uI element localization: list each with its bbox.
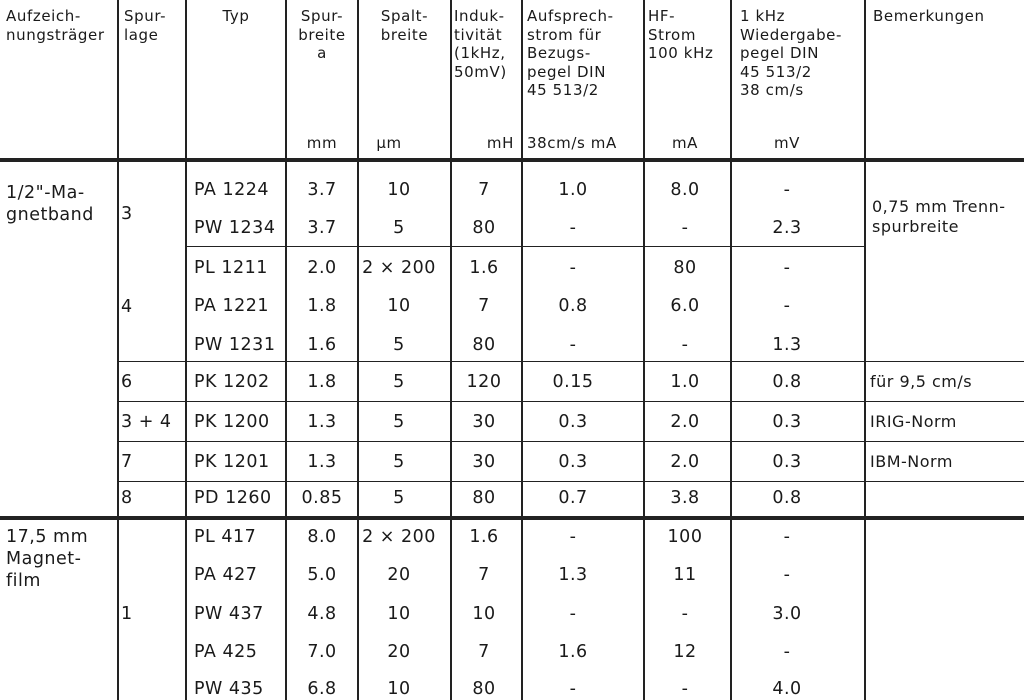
header-line: Spalt- — [380, 7, 429, 25]
unit-wiedergabe: mV — [773, 134, 801, 152]
cell-typ: PK 1200 — [194, 412, 270, 432]
header-spurbreite — [287, 7, 357, 63]
cell-aufsprech: 0.8 — [558, 296, 588, 316]
cell-hf: - — [681, 679, 689, 699]
cell-typ: PL 417 — [194, 527, 257, 547]
cell-hf: 12 — [673, 642, 697, 662]
header-spurlage — [124, 7, 166, 44]
header-line: 100 kHz — [648, 44, 714, 62]
cell-typ: PK 1201 — [194, 452, 270, 472]
cell-wieder: - — [783, 296, 791, 316]
header-spaltbreite — [359, 7, 450, 44]
cell-hf: 2.0 — [670, 452, 700, 472]
cell-typ: PL 1211 — [194, 258, 268, 278]
cell-spaltbreite: 5 — [393, 372, 405, 392]
header-wiedergabe — [740, 7, 842, 100]
cell-hf: 80 — [673, 258, 697, 278]
cell-spurbreite: 3.7 — [307, 180, 337, 200]
header-induktivitaet — [454, 7, 507, 81]
cell-aufsprech: - — [569, 218, 577, 238]
cell-aufsprech: 0.15 — [552, 372, 594, 392]
unit-aufsprech: 38cm/s mA — [527, 134, 617, 152]
spurlage-cell: 3 + 4 — [121, 412, 172, 432]
header-line: HF- — [648, 7, 676, 25]
header-traeger — [6, 7, 105, 44]
cell-typ: PA 427 — [194, 565, 258, 585]
cell-spaltbreite: 5 — [393, 335, 405, 355]
cell-spaltbreite: 5 — [393, 488, 405, 508]
cell-typ: PW 1234 — [194, 218, 276, 238]
cell-aufsprech: - — [569, 604, 577, 624]
cell-spurbreite: 5.0 — [307, 565, 337, 585]
header-line: Strom — [648, 25, 697, 44]
cell-ind: 7 — [478, 565, 490, 585]
header-line: Spur- — [124, 7, 167, 25]
traeger-line: 17,5 mm — [6, 527, 89, 547]
header-line: 45 513/2 — [527, 81, 599, 99]
header-line: Induk- — [454, 7, 505, 25]
cell-aufsprech: 1.3 — [558, 565, 588, 585]
cell-hf: 6.0 — [670, 296, 700, 316]
header-line: 50mV) — [454, 62, 507, 81]
header-line: nungsträger — [6, 25, 105, 44]
header-bemerkungen: Bemerkungen — [873, 7, 985, 25]
cell-aufsprech: 0.7 — [558, 488, 588, 508]
cell-spurbreite: 4.8 — [307, 604, 337, 624]
cell-wieder: 0.3 — [772, 452, 802, 472]
cell-typ: PA 425 — [194, 642, 258, 662]
spurlage-cell: 8 — [121, 488, 133, 508]
header-line: strom für — [527, 25, 602, 44]
cell-spurbreite: 1.6 — [307, 335, 337, 355]
cell-ind: 30 — [472, 412, 496, 432]
cell-spurbreite: 0.85 — [301, 488, 343, 508]
cell-hf: - — [681, 604, 689, 624]
remark-line: spurbreite — [872, 217, 959, 236]
cell-ind: 10 — [472, 604, 496, 624]
rule-h — [185, 246, 864, 247]
header-line: pegel DIN — [740, 44, 820, 62]
cell-ind: 1.6 — [469, 258, 499, 278]
remark-line: 0,75 mm Trenn- — [872, 197, 1006, 216]
traeger-magnetband — [6, 182, 94, 226]
cell-wieder: - — [783, 258, 791, 278]
cell-wieder: 2.3 — [772, 218, 802, 238]
header-line: 38 cm/s — [740, 81, 804, 99]
cell-aufsprech: 0.3 — [558, 452, 588, 472]
header-line: tivität — [454, 25, 503, 44]
rule-h — [117, 401, 1024, 402]
header-line: breite — [380, 25, 429, 44]
cell-aufsprech: - — [569, 258, 577, 278]
cell-wieder: 1.3 — [772, 335, 802, 355]
cell-wieder: - — [783, 180, 791, 200]
cell-typ: PA 1221 — [194, 296, 270, 316]
cell-spaltbreite: 5 — [393, 452, 405, 472]
cell-ind: 80 — [472, 488, 496, 508]
cell-aufsprech: - — [569, 679, 577, 699]
rule-v — [185, 0, 187, 700]
header-line: breite — [298, 25, 346, 44]
header-aufsprech — [527, 7, 614, 100]
cell-ind: 1.6 — [469, 527, 499, 547]
header-line: Spur- — [300, 7, 344, 25]
cell-wieder: 4.0 — [772, 679, 802, 699]
group-rule — [0, 516, 1024, 520]
cell-ind: 80 — [472, 679, 496, 699]
cell-hf: 8.0 — [670, 180, 700, 200]
header-typ: Typ — [222, 7, 250, 25]
traeger-line: film — [6, 571, 41, 591]
header-hf — [648, 7, 713, 63]
traeger-magnetfilm — [6, 526, 88, 592]
header-line: Wiedergabe- — [740, 25, 843, 44]
cell-spurbreite: 7.0 — [307, 642, 337, 662]
cell-hf: - — [681, 218, 689, 238]
cell-ind: 120 — [466, 372, 502, 392]
rule-v — [864, 0, 866, 700]
cell-spurbreite: 1.3 — [307, 452, 337, 472]
cell-aufsprech: 1.0 — [558, 180, 588, 200]
header-line: 1 kHz — [740, 7, 786, 25]
cell-aufsprech: 0.3 — [558, 412, 588, 432]
header-line: a — [317, 44, 327, 62]
cell-wieder: - — [783, 527, 791, 547]
cell-ind: 30 — [472, 452, 496, 472]
cell-hf: - — [681, 335, 689, 355]
header-rule — [0, 158, 1024, 162]
cell-spurbreite: 8.0 — [307, 527, 337, 547]
cell-ind: 80 — [472, 335, 496, 355]
cell-hf: 1.0 — [670, 372, 700, 392]
cell-typ: PW 437 — [194, 604, 264, 624]
cell-aufsprech: 1.6 — [558, 642, 588, 662]
unit-hf: mA — [671, 134, 699, 152]
traeger-line: gnetband — [6, 205, 94, 225]
header-line: lage — [124, 25, 159, 44]
spurlage-cell: 1 — [121, 604, 133, 624]
cell-spaltbreite: 10 — [387, 604, 411, 624]
header-line: pegel DIN — [527, 62, 607, 81]
spurlage-cell: 4 — [121, 297, 133, 317]
remark-7: IBM-Norm — [870, 452, 953, 471]
cell-spaltbreite: 5 — [393, 218, 405, 238]
rule-h — [117, 481, 1024, 482]
cell-spaltbreite: 5 — [393, 412, 405, 432]
remark-trennspur — [872, 197, 1006, 237]
unit-induktivitaet: mH — [486, 134, 514, 152]
cell-typ: PD 1260 — [194, 488, 272, 508]
traeger-line: 1/2"-Ma- — [6, 183, 85, 203]
cell-typ: PK 1202 — [194, 372, 270, 392]
remark-3-4: IRIG-Norm — [870, 412, 957, 431]
cell-aufsprech: - — [569, 335, 577, 355]
rule-h — [117, 441, 1024, 442]
cell-ind: 7 — [478, 180, 490, 200]
unit-spurbreite: mm — [306, 134, 338, 152]
cell-wieder: 0.3 — [772, 412, 802, 432]
cell-wieder: - — [783, 642, 791, 662]
cell-typ: PW 435 — [194, 679, 264, 699]
cell-typ: PW 1231 — [194, 335, 276, 355]
header-line: Bezugs- — [527, 44, 591, 62]
unit-spaltbreite: µm — [376, 134, 402, 152]
cell-spurbreite: 3.7 — [307, 218, 337, 238]
cell-spaltbreite: 10 — [387, 180, 411, 200]
rule-v — [117, 0, 119, 700]
cell-spaltbreite: 10 — [387, 679, 411, 699]
cell-hf: 11 — [673, 565, 697, 585]
remark-6: für 9,5 cm/s — [870, 372, 973, 391]
cell-ind: 80 — [472, 218, 496, 238]
cell-wieder: 0.8 — [772, 372, 802, 392]
rule-h — [117, 361, 1024, 362]
cell-aufsprech: - — [569, 527, 577, 547]
cell-spaltbreite: 20 — [387, 565, 411, 585]
cell-spurbreite: 2.0 — [307, 258, 337, 278]
traeger-line: Magnet- — [6, 549, 82, 569]
header-line: 45 513/2 — [740, 62, 812, 81]
cell-spaltbreite: 2 × 200 — [362, 258, 436, 278]
cell-wieder: 3.0 — [772, 604, 802, 624]
cell-spaltbreite: 2 × 200 — [362, 527, 436, 547]
cell-wieder: 0.8 — [772, 488, 802, 508]
cell-hf: 100 — [667, 527, 703, 547]
cell-spurbreite: 6.8 — [307, 679, 337, 699]
cell-hf: 2.0 — [670, 412, 700, 432]
spurlage-cell: 3 — [121, 204, 133, 224]
header-line: (1kHz, — [454, 44, 506, 62]
header-line: Aufsprech- — [527, 7, 614, 25]
cell-spaltbreite: 20 — [387, 642, 411, 662]
cell-typ: PA 1224 — [194, 180, 270, 200]
spurlage-cell: 7 — [121, 452, 133, 472]
cell-spurbreite: 1.3 — [307, 412, 337, 432]
cell-ind: 7 — [478, 642, 490, 662]
cell-hf: 3.8 — [670, 488, 700, 508]
cell-spaltbreite: 10 — [387, 296, 411, 316]
cell-wieder: - — [783, 565, 791, 585]
cell-spurbreite: 1.8 — [307, 372, 337, 392]
spurlage-cell: 6 — [121, 372, 133, 392]
header-line: Aufzeich- — [6, 7, 81, 25]
cell-spurbreite: 1.8 — [307, 296, 337, 316]
cell-ind: 7 — [478, 296, 490, 316]
